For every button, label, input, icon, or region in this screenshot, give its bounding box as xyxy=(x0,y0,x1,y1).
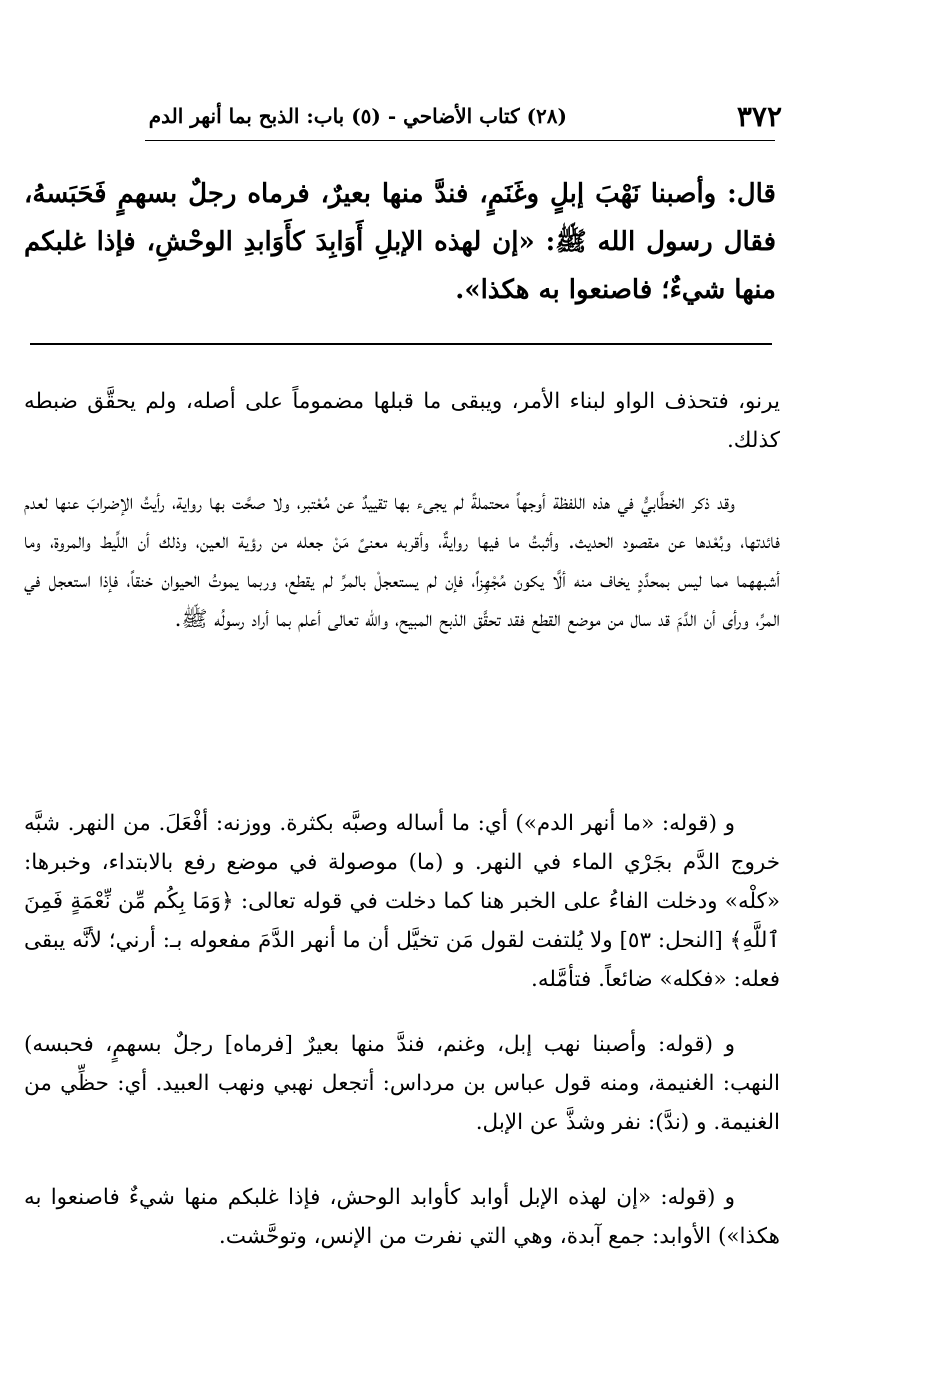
page-number: ٣٧٢ xyxy=(736,100,782,133)
commentary-paragraph-1: يرنو، فتحذف الواو لبناء الأمر، ويبقى ما قبلها مضموماً على أصله، ولم يحقَّق ضبطه كذلك. xyxy=(24,389,780,453)
hadith-text-block xyxy=(24,170,776,314)
commentary-paragraph-5: و (قوله: «إن لهذه الإبل أوابد كأوابد الوحش، فإذا غلبكم منها شيءٌ فاصنعوا به هكذا») الأوابد: جمع آبدة، وهي التي نفرت من الإنس، وتوحَّشت. xyxy=(24,1185,780,1249)
commentary-paragraph-2: وقد ذكر الخطَّابيُّ في هذه اللفظة أوجهاً محتملةً لم يجىء بها تقييدٌ عن مُعْتبر، ولا صحَّت بها رواية، رأيتُ الإضرابَ عنها لعدم فائدتها، وبُعْدها عن مقصود الحديث. وأثبتُ ما فيها روايةٌ، وأقربه معنىً مَنْ جعله من رؤية العين، وذلك أن اللِّيط والمروة، وما أشبههما مما ليس بمحدَّدٍ يخاف منه ألَّا يكون مُجْهِزاً، فإن لم يستعجلْ بالمرِّ لم يقطع، وربما يموتُ الحيوان خنقاً، فإذا استعجل في المرِّ، ورأى أن الدَّمَ قد سال من موضع القطع فقد تحقَّق الذبح المبيح، والله تعالى أعلم بما أراد رسولُه ﷺ. xyxy=(24,490,780,632)
page-header xyxy=(30,96,782,136)
commentary-paragraph-4: و (قوله: وأصبنا نهب إبل، وغنم، فندَّ منها بعيرٌ [فرماه] رجلٌ بسهمٍ، فحبسه) النهب: الغنيمة، ومنه قول عباس بن مرداس: أتجعل نهبي ونهب العبيد. أي: حظِّي من الغنيمة. و (ندَّ): نفر وشذَّ عن الإبل. xyxy=(24,1032,780,1135)
header-divider xyxy=(145,140,775,141)
running-title: (٢٨) كتاب الأضاحي - (٥) باب: الذبح بما أنهر الدم xyxy=(148,104,567,128)
commentary-paragraph-3: و (قوله: «ما أنهر الدم») أي: ما أساله وصبَّه بكثرة. ووزنه: أفْعَلَ. من النهر. شبَّه خروج الدَّم بجَرْي الماء في النهر. و (ما) موصولة في موضع رفع بالابتداء، وخبرها: «كلْه» ودخلت الفاءُ على الخبر هنا كما دخلت في قوله تعالى: ﴿وَمَا بِكُم مِّن نِّعْمَةٍ فَمِنَ ٱللَّهِ﴾ [النحل: ٥٣] ولا يُلتفت لقول مَن تخيَّل أن ما أنهر الدَّمَ مفعوله بـ: أرني؛ لأنَّه يبقى فعله: «فكله» ضائعاً. فتأمَّله. xyxy=(24,811,780,992)
hadith-paragraph: قال: وأصبنا نَهْبَ إبلٍ وغَنَمٍ، فندَّ منها بعيرٌ، فرماه رجلٌ بسهمٍ فَحَبَسهُ، فقال رسول الله ﷺ: «إن لهذه الإبلِ أَوَابِدَ كأَوَابدِ الوحْشِ، فإذا غلبكم منها شيءٌ؛ فاصنعوا به هكذا». xyxy=(24,179,776,305)
section-divider xyxy=(30,343,772,345)
